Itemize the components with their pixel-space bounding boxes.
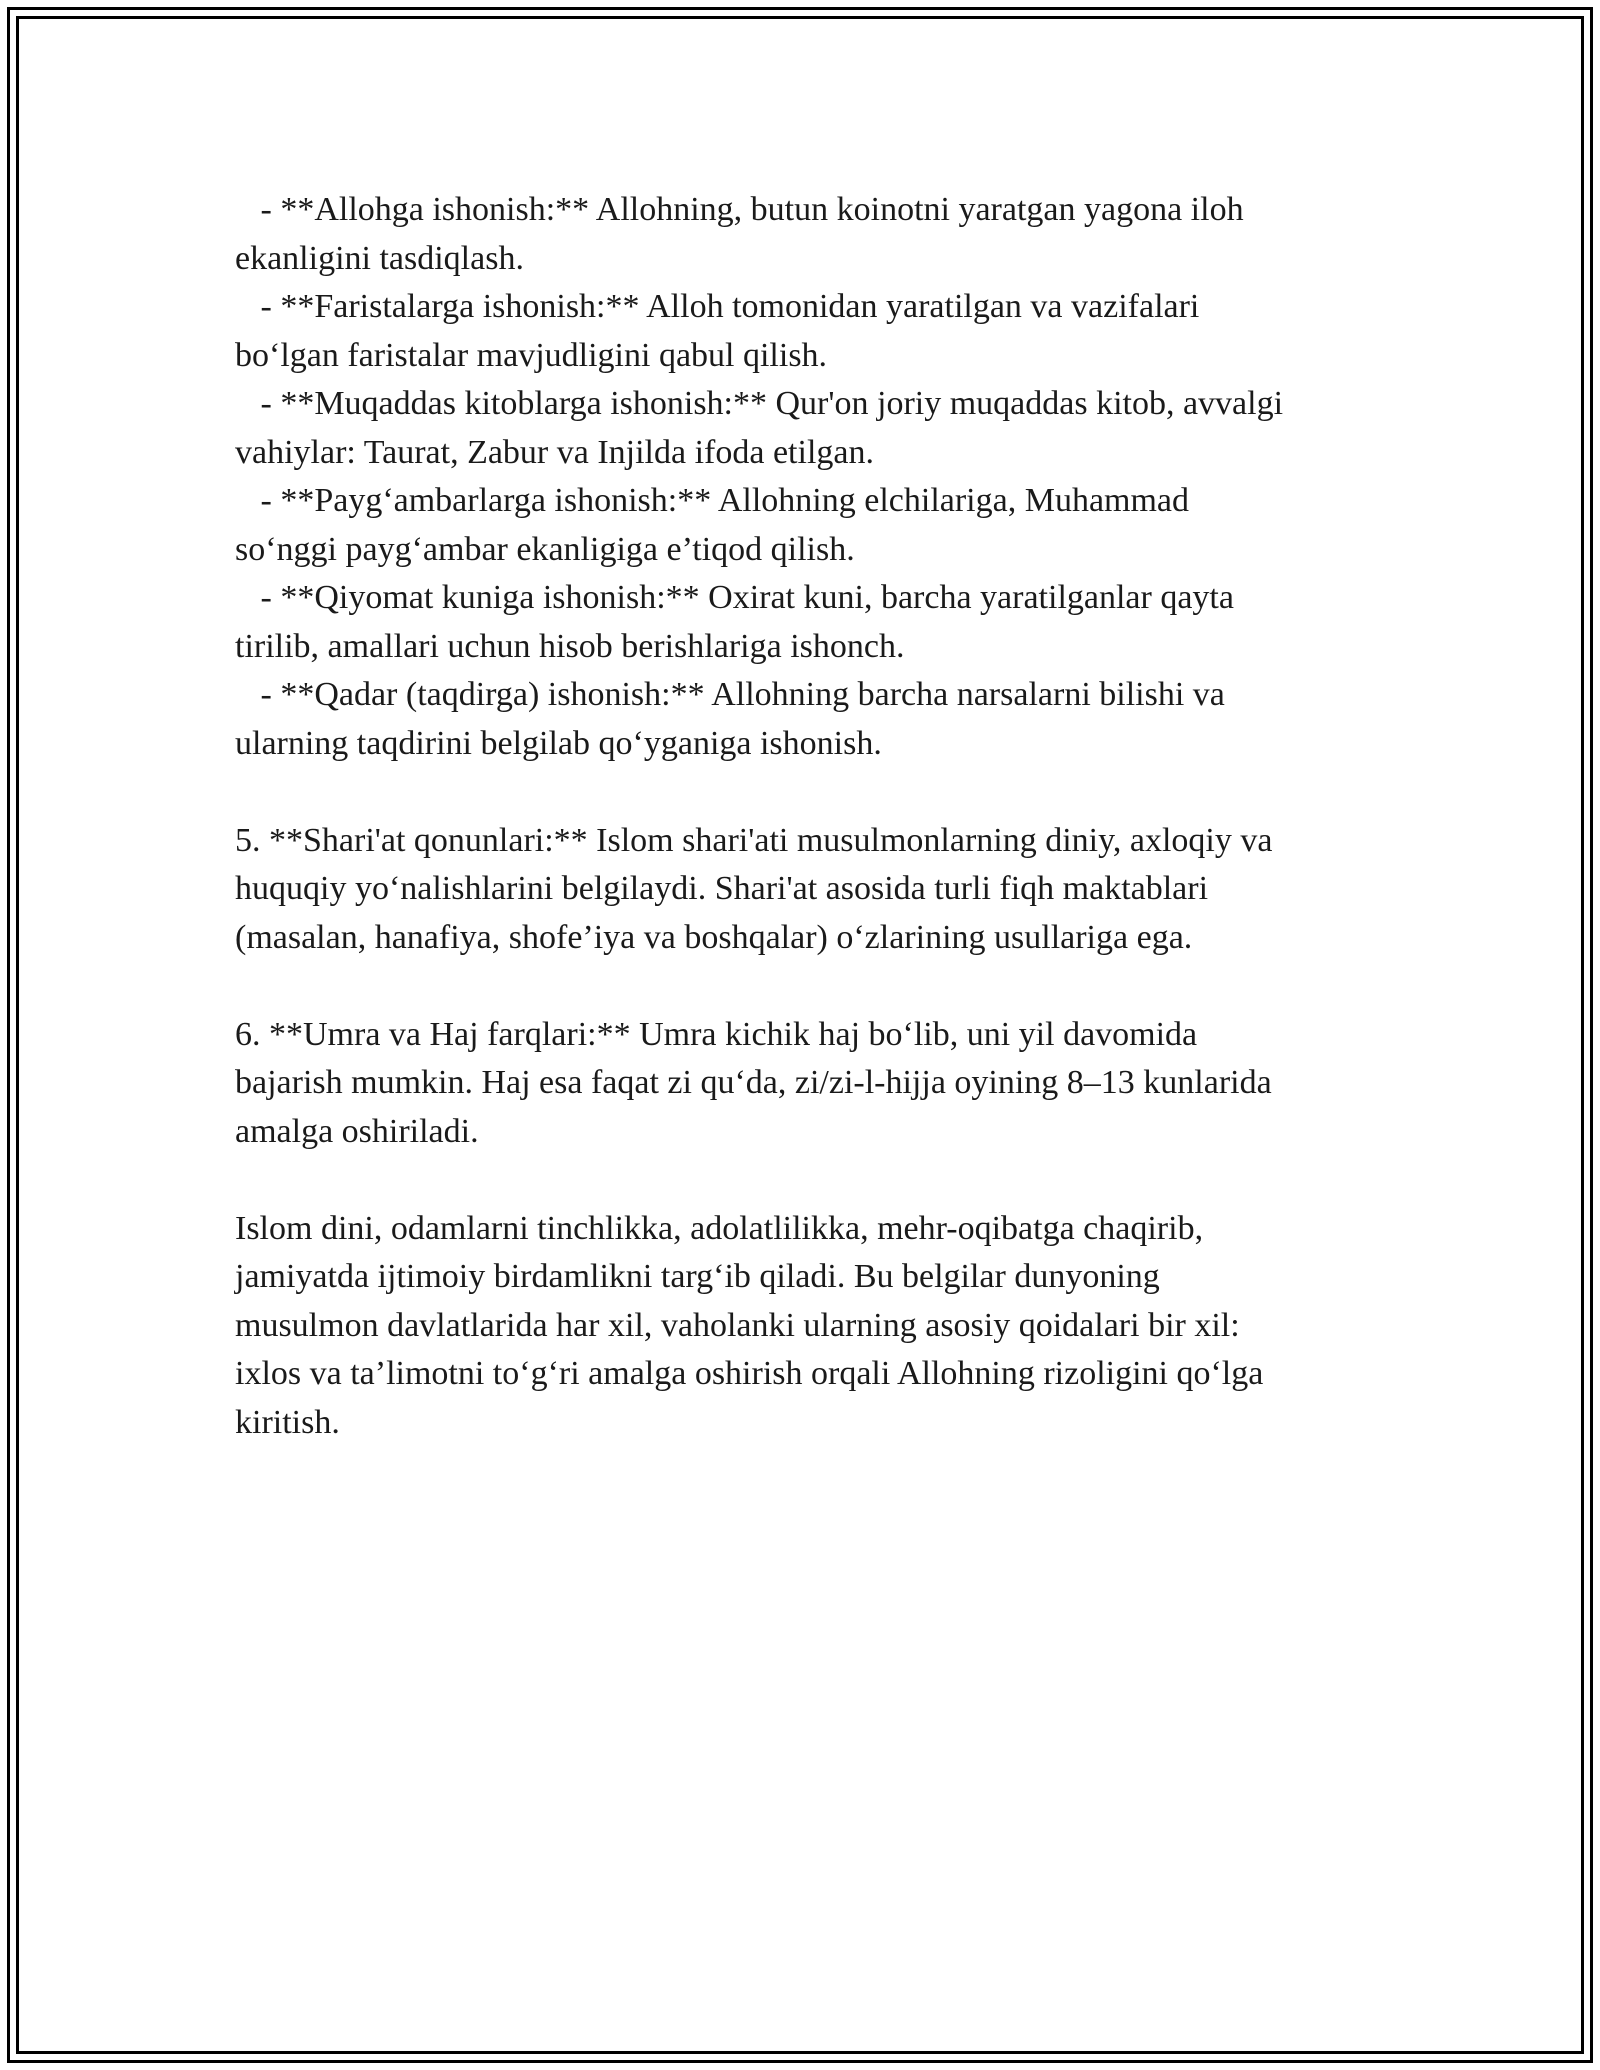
text-line: 5. **Shari'at qonunlari:** Islom shari'ati musulmonlarning diniy, axloqiy va	[235, 821, 1273, 859]
text-line: - **Payg‘ambarlarga ishonish:** Allohning elchilariga, Muhammad	[235, 482, 1190, 519]
text-line: kiritish.	[235, 1403, 340, 1441]
text-line: (masalan, hanafiya, shofe’iya va boshqalar) o‘zlarining usullariga ega.	[235, 918, 1193, 956]
text-line: huquqiy yo‘nalishlarini belgilaydi. Shari'at asosida turli fiqh maktablari	[235, 870, 1209, 907]
text-line: vahiylar: Taurat, Zabur va Injilda ifoda etilgan.	[235, 433, 874, 471]
text-line: ixlos va ta’limotni to‘g‘ri amalga oshirish orqali Allohning rizoligini qo‘lga	[235, 1355, 1264, 1392]
text-line: - **Muqaddas kitoblarga ishonish:** Qur'on joriy muqaddas kitob, avvalgi	[235, 385, 1284, 422]
text-line: musulmon davlatlarida har xil, vaholanki ularning asosiy qoidalari bir xil:	[235, 1306, 1240, 1344]
text-line: - **Qiyomat kuniga ishonish:** Oxirat kuni, barcha yaratilganlar qayta	[235, 579, 1234, 616]
paragraph-gap	[235, 768, 1375, 817]
text-line: ularning taqdirini belgilab qo‘yganiga ishonish.	[235, 724, 882, 762]
paragraph-gap	[235, 1156, 1375, 1205]
text-line: so‘nggi payg‘ambar ekanligiga e’tiqod qilish.	[235, 530, 855, 568]
text-line: bo‘lgan faristalar mavjudligini qabul qilish.	[235, 336, 828, 374]
text-line: - **Qadar (taqdirga) ishonish:** Allohning barcha narsalarni bilishi va	[235, 676, 1225, 713]
text-line: - **Allohga ishonish:** Allohning, butun koinotni yaratgan yagona iloh	[235, 191, 1244, 228]
text-line: 6. **Umra va Haj farqlari:** Umra kichik haj bo‘lib, uni yil davomida	[235, 1015, 1198, 1053]
text-line: jamiyatda ijtimoiy birdamlikni targ‘ib qiladi. Bu belgilar dunyoning	[235, 1258, 1160, 1295]
text-line: Islom dini, odamlarni tinchlikka, adolatlilikka, mehr-oqibatga chaqirib,	[235, 1209, 1204, 1247]
text-line: - **Faristalarga ishonish:** Alloh tomonidan yaratilgan va vazifalari	[235, 288, 1200, 325]
text-line: amalga oshiriladi.	[235, 1112, 479, 1150]
document-body	[235, 186, 1375, 1447]
text-line: ekanligini tasdiqlash.	[235, 239, 524, 277]
text-line: bajarish mumkin. Haj esa faqat zi qu‘da, zi/zi-l-hijja oyining 8–13 kunlarida	[235, 1064, 1272, 1101]
paragraph-gap	[235, 962, 1375, 1011]
text-line: tirilib, amallari uchun hisob berishlariga ishonch.	[235, 627, 905, 665]
